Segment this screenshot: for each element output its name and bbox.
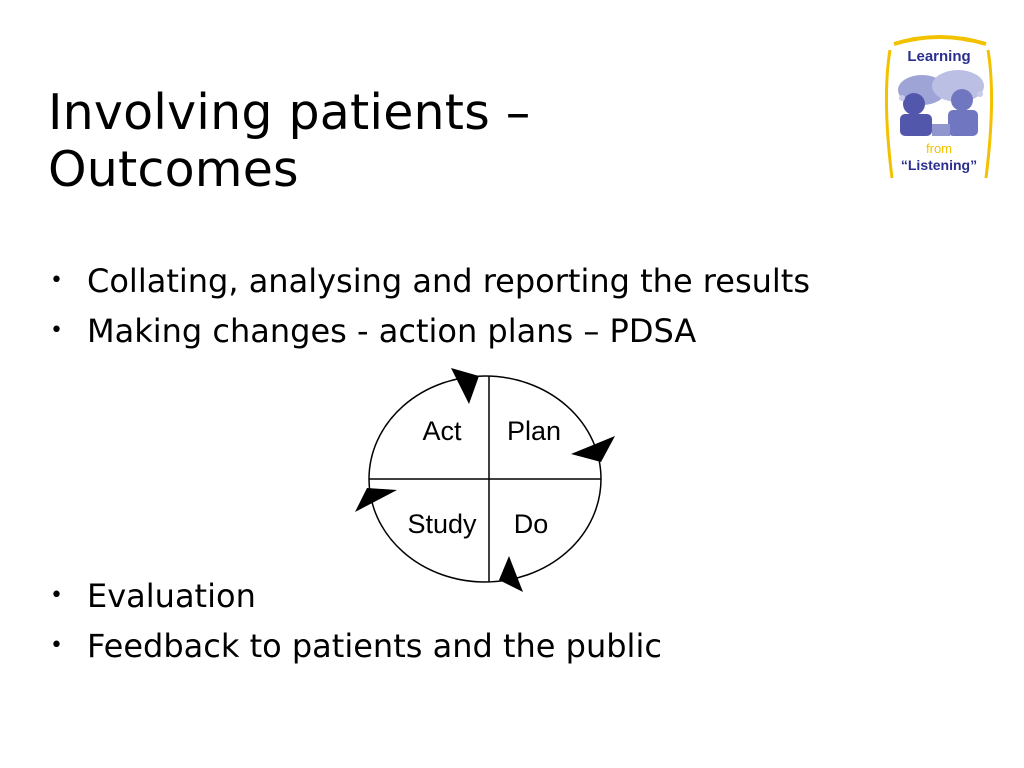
pdsa-cycle-diagram — [345, 362, 625, 602]
logo-line-2: from — [926, 141, 952, 156]
title-line-2: Outcomes — [48, 141, 299, 198]
arrowhead-icon — [451, 368, 479, 404]
logo-people-icon — [898, 70, 984, 136]
cycle-label-act: Act — [422, 416, 462, 446]
bullet-list-top — [50, 256, 810, 356]
logo-line-3: “Listening” — [900, 157, 978, 173]
cycle-label-plan: Plan — [506, 416, 562, 446]
bullet-item: • Collating, analysing and reporting the results — [50, 256, 810, 306]
arrowhead-icon — [355, 488, 397, 512]
cycle-label-study: Study — [407, 509, 477, 539]
bullet-item: • Making changes - action plans – PDSA — [50, 306, 810, 356]
bullet-item: • Feedback to patients and the public — [50, 621, 662, 671]
logo-top-arc — [894, 37, 986, 44]
logo-left-arc — [886, 50, 892, 178]
slide-title — [48, 84, 828, 198]
bullet-item: • Evaluation — [50, 571, 662, 621]
bullet-list-bottom — [50, 571, 662, 671]
cycle-label-do: Do — [513, 509, 549, 539]
logo-line-1: Learning — [907, 48, 971, 65]
learning-from-listening-logo — [880, 28, 998, 182]
title-line-1: Involving patients – — [48, 84, 531, 141]
logo-right-arc — [986, 50, 992, 178]
